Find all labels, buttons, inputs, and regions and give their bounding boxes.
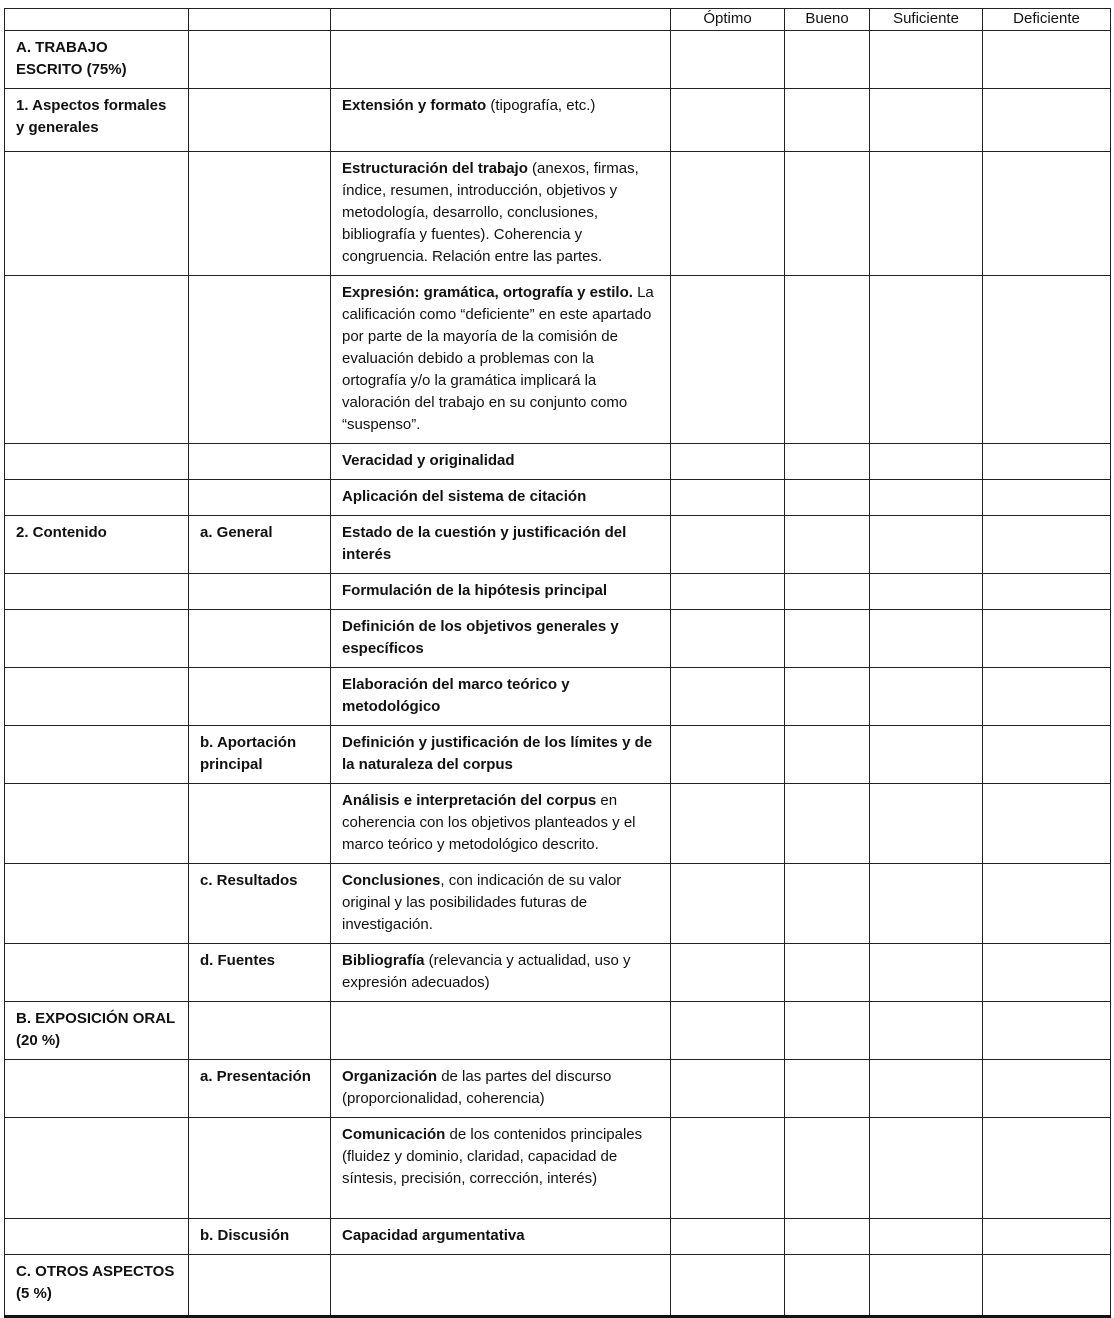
section-cell: 1. Aspectos formales y generales xyxy=(5,89,189,152)
rating-cell-suficiente[interactable] xyxy=(870,276,983,444)
criterion-cell xyxy=(331,31,671,89)
subsection-cell xyxy=(189,1255,331,1317)
table-row xyxy=(5,1219,1111,1255)
rating-cell-optimo[interactable] xyxy=(671,516,785,574)
table-row xyxy=(5,1002,1111,1060)
criterion-detail: de las partes del discurso (proporcionalidad, coherencia) xyxy=(342,1068,612,1107)
table-row xyxy=(5,864,1111,944)
criterion-detail: de los contenidos principales (fluidez y dominio, claridad, capacidad de síntesis, precisión, corrección, interés) xyxy=(342,1126,643,1187)
criterion-title: Estado de la cuestión y justificación del interés xyxy=(342,524,627,563)
subsection-cell xyxy=(189,276,331,444)
criterion-title: Definición de los objetivos generales y específicos xyxy=(342,618,619,657)
rating-cell-suficiente[interactable] xyxy=(870,480,983,516)
header-col3 xyxy=(331,9,671,31)
section-cell xyxy=(5,152,189,276)
rating-cell-deficiente[interactable] xyxy=(983,480,1111,516)
rating-cell-deficiente[interactable] xyxy=(983,726,1111,784)
rating-cell-suficiente[interactable] xyxy=(870,668,983,726)
section-cell xyxy=(5,480,189,516)
table-row xyxy=(5,668,1111,726)
section-cell xyxy=(5,444,189,480)
rating-cell-bueno[interactable] xyxy=(785,480,870,516)
rating-cell-suficiente[interactable] xyxy=(870,152,983,276)
rating-cell-optimo[interactable] xyxy=(671,152,785,276)
section-cell xyxy=(5,864,189,944)
table-row xyxy=(5,726,1111,784)
criterion-cell xyxy=(331,1219,671,1255)
rating-cell-suficiente[interactable] xyxy=(870,1255,983,1317)
criterion-cell xyxy=(331,444,671,480)
criterion-title: Estructuración del trabajo xyxy=(342,160,528,177)
rating-cell-optimo[interactable] xyxy=(671,574,785,610)
subsection-cell xyxy=(189,784,331,864)
subsection-cell: a. Presentación xyxy=(189,1060,331,1118)
criterion-cell xyxy=(331,89,671,152)
criterion-cell xyxy=(331,726,671,784)
section-cell xyxy=(5,276,189,444)
subsection-cell xyxy=(189,1118,331,1219)
subsection-cell: c. Resultados xyxy=(189,864,331,944)
criterion-cell xyxy=(331,1060,671,1118)
rating-cell-deficiente[interactable] xyxy=(983,864,1111,944)
table-row xyxy=(5,1060,1111,1118)
header-deficiente: Deficiente xyxy=(983,9,1111,31)
header-col1 xyxy=(5,9,189,31)
subsection-cell xyxy=(189,480,331,516)
subsection-cell: d. Fuentes xyxy=(189,944,331,1002)
rating-cell-optimo[interactable] xyxy=(671,1219,785,1255)
rating-cell-optimo[interactable] xyxy=(671,1060,785,1118)
criterion-cell xyxy=(331,480,671,516)
criterion-detail: La calificación como “deficiente” en este apartado por parte de la mayoría de la comisión de evaluación debido a problemas con la ortografía y/o la gramática implicará la valoración del trabajo en su conjunto como “suspenso”. xyxy=(342,284,654,433)
section-cell: C. OTROS ASPECTOS (5 %) xyxy=(5,1255,189,1317)
section-cell: A. TRABAJO ESCRITO (75%) xyxy=(5,31,189,89)
rating-cell-bueno[interactable] xyxy=(785,444,870,480)
rating-cell-bueno[interactable] xyxy=(785,726,870,784)
header-bueno: Bueno xyxy=(785,9,870,31)
rating-cell-deficiente[interactable] xyxy=(983,152,1111,276)
rating-cell-deficiente[interactable] xyxy=(983,516,1111,574)
table-row xyxy=(5,944,1111,1002)
criterion-detail: en coherencia con los objetivos planteados y el marco teórico y metodológico descrito. xyxy=(342,792,636,853)
rating-cell-bueno[interactable] xyxy=(785,610,870,668)
criterion-title: Extensión y formato xyxy=(342,97,487,114)
table-row xyxy=(5,444,1111,480)
rating-cell-deficiente[interactable] xyxy=(983,1255,1111,1317)
section-cell xyxy=(5,944,189,1002)
section-cell xyxy=(5,726,189,784)
criterion-cell xyxy=(331,944,671,1002)
rating-cell-optimo[interactable] xyxy=(671,276,785,444)
criterion-cell xyxy=(331,574,671,610)
header-col2 xyxy=(189,9,331,31)
header-suficiente: Suficiente xyxy=(870,9,983,31)
criterion-title: Capacidad argumentativa xyxy=(342,1227,525,1244)
criterion-cell xyxy=(331,516,671,574)
section-cell xyxy=(5,1060,189,1118)
rating-cell-optimo[interactable] xyxy=(671,944,785,1002)
rating-cell-optimo[interactable] xyxy=(671,89,785,152)
section-cell xyxy=(5,1219,189,1255)
criterion-detail: , con indicación de su valor original y las posibilidades futuras de investigación. xyxy=(342,872,622,933)
rating-cell-optimo[interactable] xyxy=(671,31,785,89)
criterion-cell xyxy=(331,784,671,864)
rating-cell-optimo[interactable] xyxy=(671,668,785,726)
criterion-title: Formulación de la hipótesis principal xyxy=(342,582,608,599)
section-cell xyxy=(5,610,189,668)
table-row xyxy=(5,89,1111,152)
rating-cell-suficiente[interactable] xyxy=(870,444,983,480)
criterion-detail: (tipografía, etc.) xyxy=(486,97,596,114)
rating-cell-bueno[interactable] xyxy=(785,1219,870,1255)
table-row xyxy=(5,480,1111,516)
rating-cell-bueno[interactable] xyxy=(785,574,870,610)
subsection-cell xyxy=(189,152,331,276)
criterion-cell xyxy=(331,276,671,444)
rating-cell-deficiente[interactable] xyxy=(983,574,1111,610)
criterion-cell xyxy=(331,668,671,726)
rating-cell-deficiente[interactable] xyxy=(983,1002,1111,1060)
rating-cell-suficiente[interactable] xyxy=(870,516,983,574)
subsection-cell: a. General xyxy=(189,516,331,574)
rating-cell-deficiente[interactable] xyxy=(983,1060,1111,1118)
rating-cell-bueno[interactable] xyxy=(785,276,870,444)
criterion-title: Definición y justificación de los límites y de la naturaleza del corpus xyxy=(342,734,653,773)
section-cell xyxy=(5,574,189,610)
rating-cell-optimo[interactable] xyxy=(671,726,785,784)
rating-cell-suficiente[interactable] xyxy=(870,1118,983,1219)
table-row xyxy=(5,516,1111,574)
rating-cell-deficiente[interactable] xyxy=(983,89,1111,152)
table-row xyxy=(5,276,1111,444)
table-row xyxy=(5,574,1111,610)
rating-cell-suficiente[interactable] xyxy=(870,944,983,1002)
criterion-cell xyxy=(331,152,671,276)
criterion-title: Veracidad y originalidad xyxy=(342,452,515,469)
rating-cell-suficiente[interactable] xyxy=(870,784,983,864)
section-cell xyxy=(5,784,189,864)
rating-cell-deficiente[interactable] xyxy=(983,944,1111,1002)
rating-cell-bueno[interactable] xyxy=(785,1118,870,1219)
subsection-cell xyxy=(189,610,331,668)
rating-cell-optimo[interactable] xyxy=(671,610,785,668)
rating-cell-deficiente[interactable] xyxy=(983,1118,1111,1219)
header-optimo: Óptimo xyxy=(671,9,785,31)
rating-cell-deficiente[interactable] xyxy=(983,31,1111,89)
rating-cell-bueno[interactable] xyxy=(785,152,870,276)
rating-cell-bueno[interactable] xyxy=(785,89,870,152)
rating-cell-bueno[interactable] xyxy=(785,864,870,944)
criterion-cell xyxy=(331,610,671,668)
rating-cell-optimo[interactable] xyxy=(671,480,785,516)
criterion-title: Conclusiones xyxy=(342,872,441,889)
section-cell: B. EXPOSICIÓN ORAL (20 %) xyxy=(5,1002,189,1060)
criterion-title: Expresión: gramática, ortografía y estilo. xyxy=(342,284,633,301)
criterion-cell xyxy=(331,1255,671,1317)
rating-cell-bueno[interactable] xyxy=(785,31,870,89)
evaluation-rubric-table xyxy=(4,8,1111,1318)
rating-cell-deficiente[interactable] xyxy=(983,1219,1111,1255)
rating-cell-bueno[interactable] xyxy=(785,1060,870,1118)
rating-cell-optimo[interactable] xyxy=(671,444,785,480)
rating-cell-optimo[interactable] xyxy=(671,864,785,944)
criterion-title: Organización xyxy=(342,1068,438,1085)
criterion-title: Bibliografía xyxy=(342,952,425,969)
subsection-cell: b. Aportación principal xyxy=(189,726,331,784)
rating-cell-bueno[interactable] xyxy=(785,1002,870,1060)
table-row xyxy=(5,31,1111,89)
subsection-cell xyxy=(189,444,331,480)
rating-cell-bueno[interactable] xyxy=(785,784,870,864)
rating-cell-suficiente[interactable] xyxy=(870,574,983,610)
table-row xyxy=(5,1118,1111,1219)
rating-cell-deficiente[interactable] xyxy=(983,610,1111,668)
table-row xyxy=(5,152,1111,276)
subsection-cell xyxy=(189,574,331,610)
rating-cell-suficiente[interactable] xyxy=(870,610,983,668)
subsection-cell xyxy=(189,89,331,152)
criterion-title: Comunicación xyxy=(342,1126,446,1143)
rating-cell-suficiente[interactable] xyxy=(870,31,983,89)
subsection-cell xyxy=(189,31,331,89)
rating-cell-suficiente[interactable] xyxy=(870,89,983,152)
criterion-cell xyxy=(331,1002,671,1060)
rating-cell-deficiente[interactable] xyxy=(983,668,1111,726)
criterion-title: Análisis e interpretación del corpus xyxy=(342,792,597,809)
section-cell xyxy=(5,668,189,726)
criterion-title: Elaboración del marco teórico y metodológico xyxy=(342,676,570,715)
rating-cell-bueno[interactable] xyxy=(785,668,870,726)
table-row xyxy=(5,610,1111,668)
criterion-cell xyxy=(331,1118,671,1219)
table-row xyxy=(5,784,1111,864)
rating-cell-optimo[interactable] xyxy=(671,1002,785,1060)
criterion-detail: (anexos, firmas, índice, resumen, introducción, objetivos y metodología, desarrollo, conclusiones, bibliografía y fuentes). Coherencia y congruencia. Relación entre las partes. xyxy=(342,160,639,265)
rating-cell-bueno[interactable] xyxy=(785,944,870,1002)
criterion-detail: (relevancia y actualidad, uso y expresión adecuados) xyxy=(342,952,631,991)
criterion-cell xyxy=(331,864,671,944)
rating-cell-deficiente[interactable] xyxy=(983,276,1111,444)
rating-cell-bueno[interactable] xyxy=(785,516,870,574)
rating-cell-suficiente[interactable] xyxy=(870,726,983,784)
rating-cell-bueno[interactable] xyxy=(785,1255,870,1317)
rating-cell-suficiente[interactable] xyxy=(870,1002,983,1060)
section-cell: 2. Contenido xyxy=(5,516,189,574)
criterion-title: Aplicación del sistema de citación xyxy=(342,488,587,505)
subsection-cell: b. Discusión xyxy=(189,1219,331,1255)
rating-cell-suficiente[interactable] xyxy=(870,1060,983,1118)
rating-cell-optimo[interactable] xyxy=(671,1118,785,1219)
rating-cell-suficiente[interactable] xyxy=(870,1219,983,1255)
subsection-cell xyxy=(189,1002,331,1060)
subsection-cell xyxy=(189,668,331,726)
table-row xyxy=(5,1255,1111,1317)
header-row xyxy=(5,9,1111,31)
rating-cell-optimo[interactable] xyxy=(671,1255,785,1317)
rating-cell-deficiente[interactable] xyxy=(983,784,1111,864)
rating-cell-suficiente[interactable] xyxy=(870,864,983,944)
rating-cell-optimo[interactable] xyxy=(671,784,785,864)
rating-cell-deficiente[interactable] xyxy=(983,444,1111,480)
section-cell xyxy=(5,1118,189,1219)
